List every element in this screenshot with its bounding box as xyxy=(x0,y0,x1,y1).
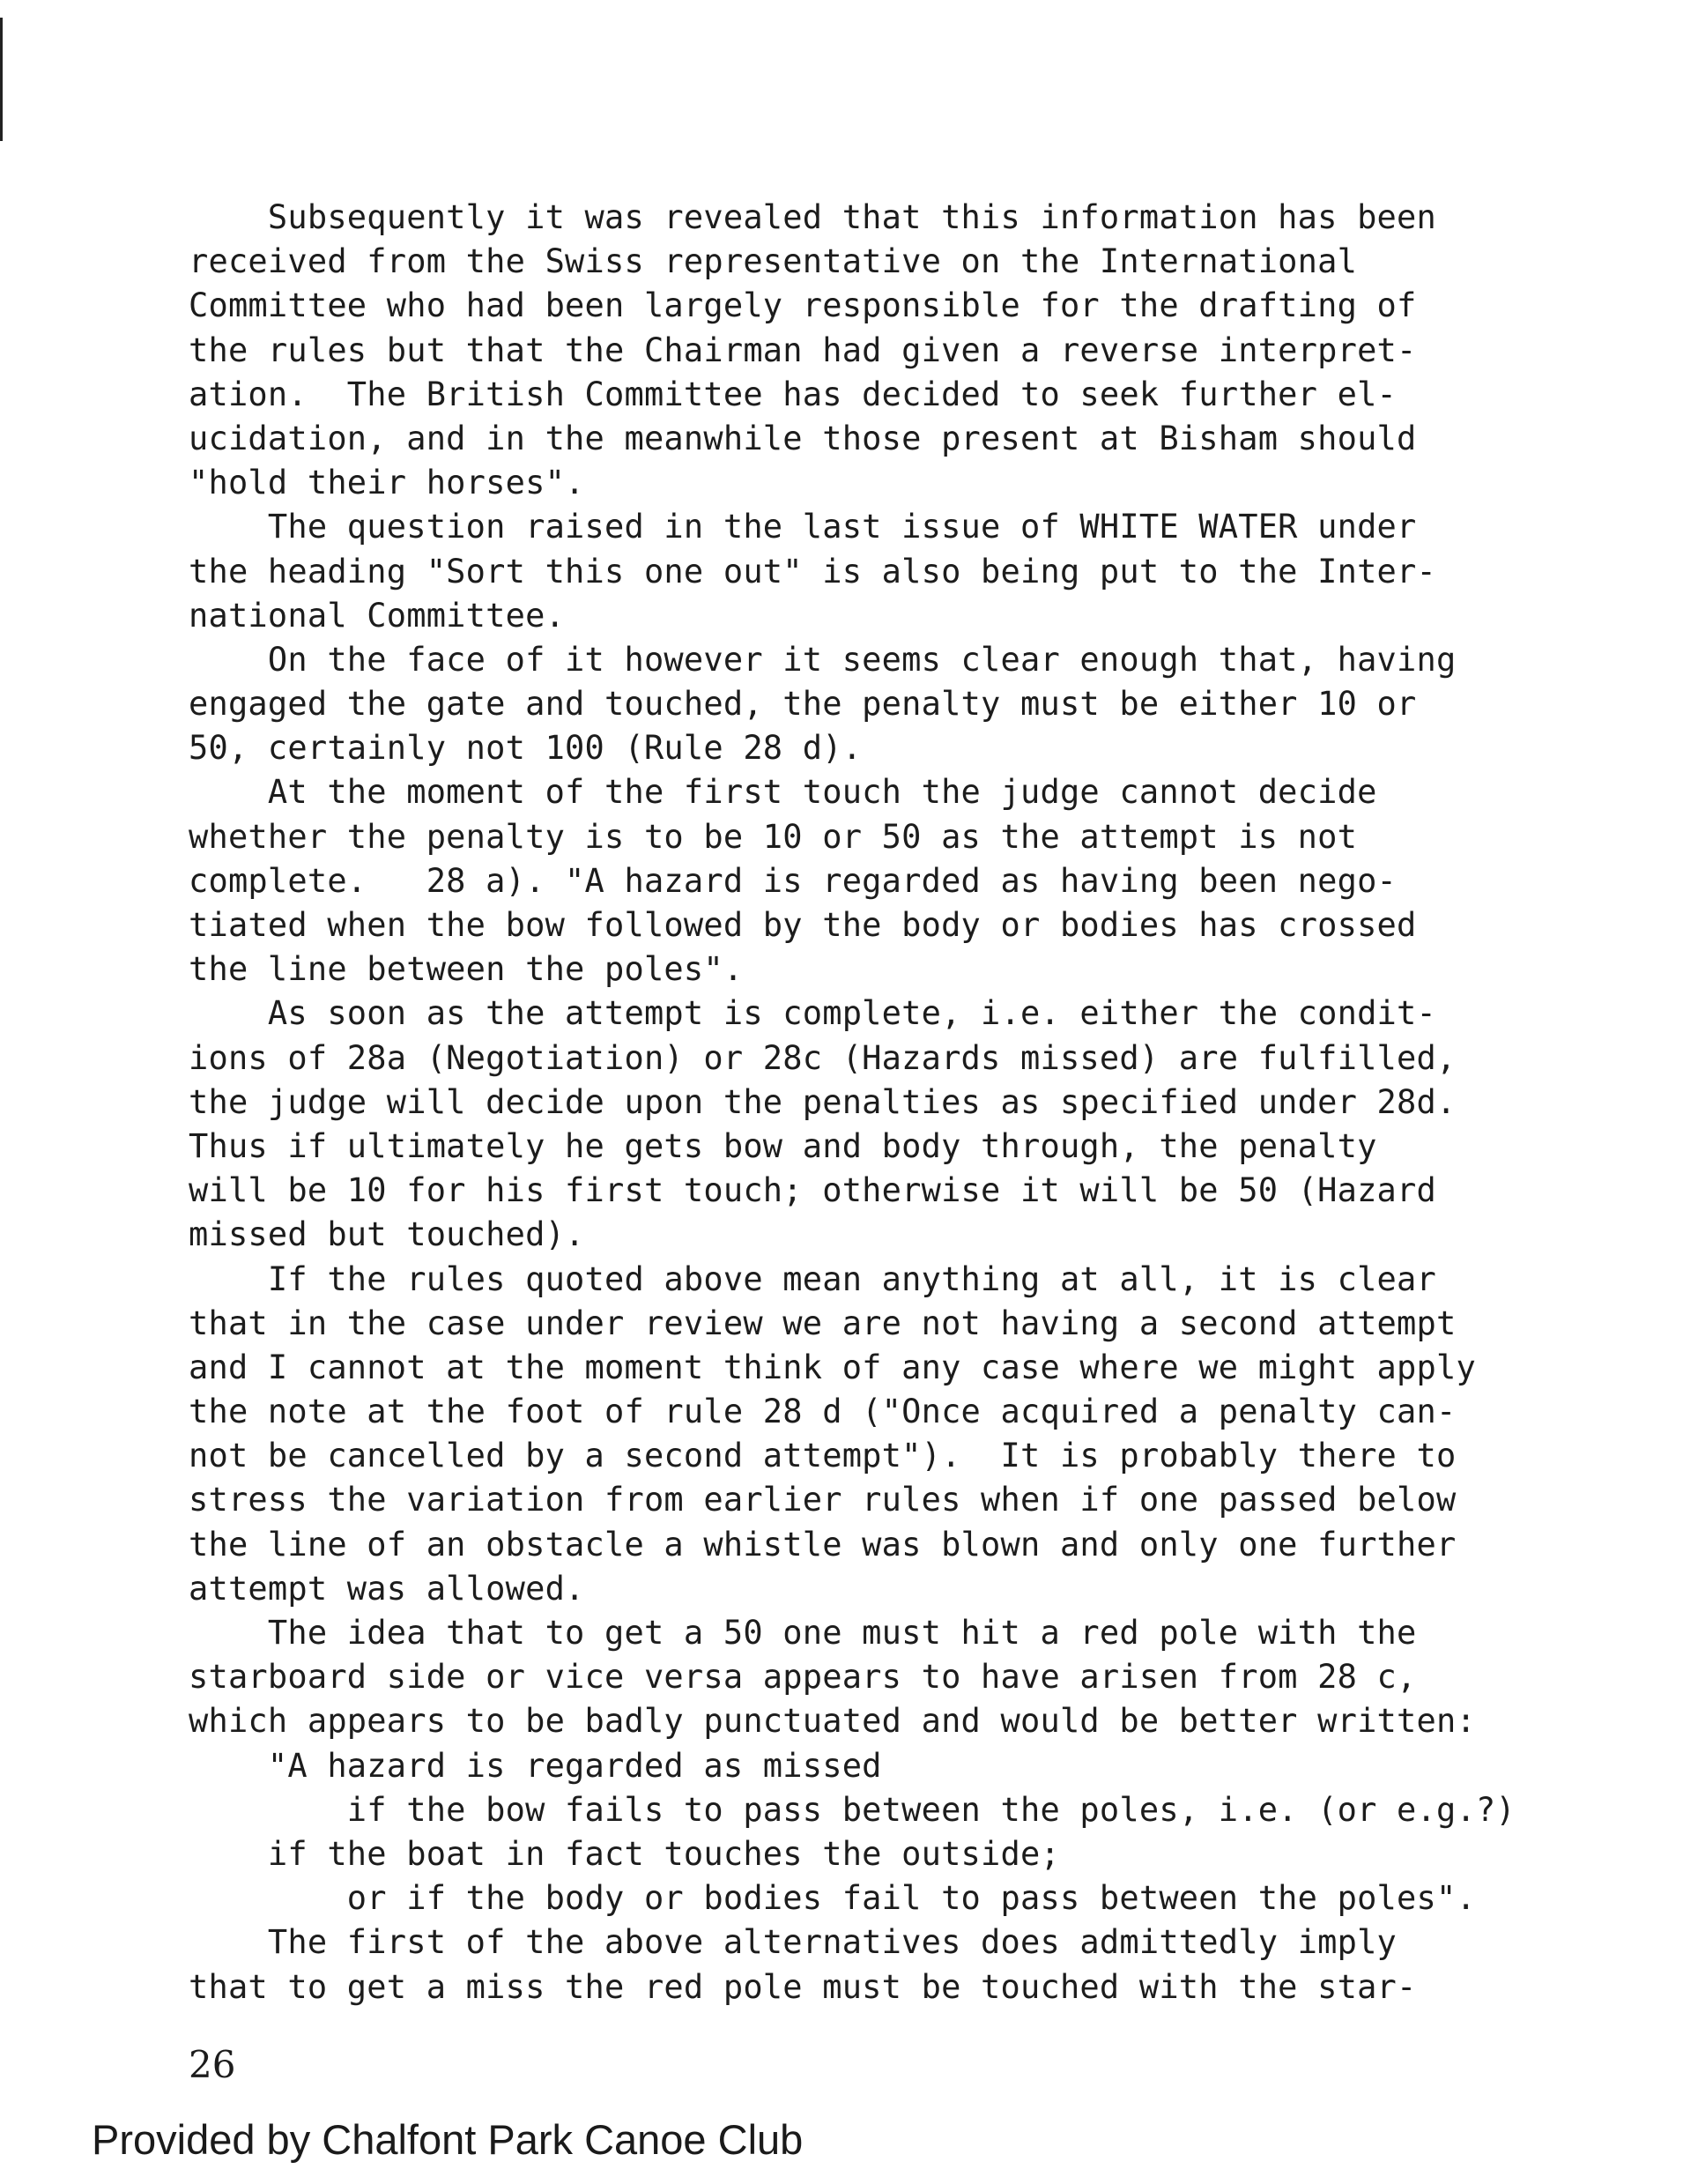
text-line: tiated when the bow followed by the body or bodies has crossed xyxy=(189,906,1417,944)
provenance-footer: Provided by Chalfont Park Canoe Club xyxy=(92,2116,804,2163)
text-line: received from the Swiss representative on the International xyxy=(189,242,1358,281)
text-line: the note at the foot of rule 28 d ("Once acquired a penalty can- xyxy=(189,1393,1457,1431)
scan-edge-mark xyxy=(0,18,3,141)
text-line: the rules but that the Chairman had given a reverse interpret- xyxy=(189,331,1417,369)
text-line: that in the case under review we are not having a second attempt xyxy=(189,1304,1457,1342)
text-line: At the moment of the first touch the judge cannot decide xyxy=(189,773,1377,812)
text-line: which appears to be badly punctuated and would be better written: xyxy=(189,1702,1476,1741)
text-line: that to get a miss the red pole must be touched with the star- xyxy=(189,1967,1417,2006)
text-line: the judge will decide upon the penalties as specified under 28d. xyxy=(189,1082,1457,1121)
text-line: not be cancelled by a second attempt"). It is probably there to xyxy=(189,1437,1457,1475)
text-line: The idea that to get a 50 one must hit a red pole with the xyxy=(189,1614,1417,1652)
text-line: 50, certainly not 100 (Rule 28 d). xyxy=(189,729,863,768)
text-line: Committee who had been largely responsible for the drafting of xyxy=(189,286,1417,325)
text-line: complete. 28 a). "A hazard is regarded as having been nego- xyxy=(189,861,1398,900)
text-line: and I cannot at the moment think of any case where we might apply xyxy=(189,1348,1476,1386)
text-line: if the boat in fact touches the outside; xyxy=(189,1834,1060,1873)
page-number: 26 xyxy=(189,2043,236,2086)
text-line: the line between the poles". xyxy=(189,950,744,989)
text-line: "A hazard is regarded as missed xyxy=(189,1746,882,1785)
text-line: whether the penalty is to be 10 or 50 as the attempt is not xyxy=(189,817,1358,856)
text-line: The question raised in the last issue of WHITE WATER under xyxy=(189,508,1417,546)
text-line: If the rules quoted above mean anything at all, it is clear xyxy=(189,1259,1436,1298)
text-line: ation. The British Committee has decided to seek further el- xyxy=(189,375,1398,413)
text-line: On the face of it however it seems clear enough that, having xyxy=(189,640,1457,679)
text-line: engaged the gate and touched, the penalty must be either 10 or xyxy=(189,685,1417,724)
text-line: attempt was allowed. xyxy=(189,1569,585,1608)
text-line: starboard side or vice versa appears to have arisen from 28 c, xyxy=(189,1658,1417,1697)
text-line: "hold their horses". xyxy=(189,464,585,502)
text-line: ions of 28a (Negotiation) or 28c (Hazards missed) are fulfilled, xyxy=(189,1038,1457,1077)
text-line: Subsequently it was revealed that this information has been xyxy=(189,198,1436,236)
text-line: or if the body or bodies fail to pass between the poles". xyxy=(189,1879,1476,1918)
text-line: The first of the above alternatives does admittedly imply xyxy=(189,1923,1398,1962)
text-line: national Committee. xyxy=(189,596,566,635)
text-line: will be 10 for his first touch; otherwise it will be 50 (Hazard xyxy=(189,1171,1436,1210)
text-line: Thus if ultimately he gets bow and body through, the penalty xyxy=(189,1126,1377,1165)
text-line: As soon as the attempt is complete, i.e. either the condit- xyxy=(189,994,1436,1033)
text-line: stress the variation from earlier rules when if one passed below xyxy=(189,1481,1457,1519)
text-line: the heading "Sort this one out" is also being put to the Inter- xyxy=(189,552,1436,591)
body-text xyxy=(189,196,1634,2009)
text-line: if the bow fails to pass between the poles, i.e. (or e.g.?) xyxy=(189,1790,1516,1829)
text-line: ucidation, and in the meanwhile those present at Bisham should xyxy=(189,419,1417,457)
text-line: missed but touched). xyxy=(189,1215,585,1254)
text-line: the line of an obstacle a whistle was blown and only one further xyxy=(189,1525,1457,1564)
